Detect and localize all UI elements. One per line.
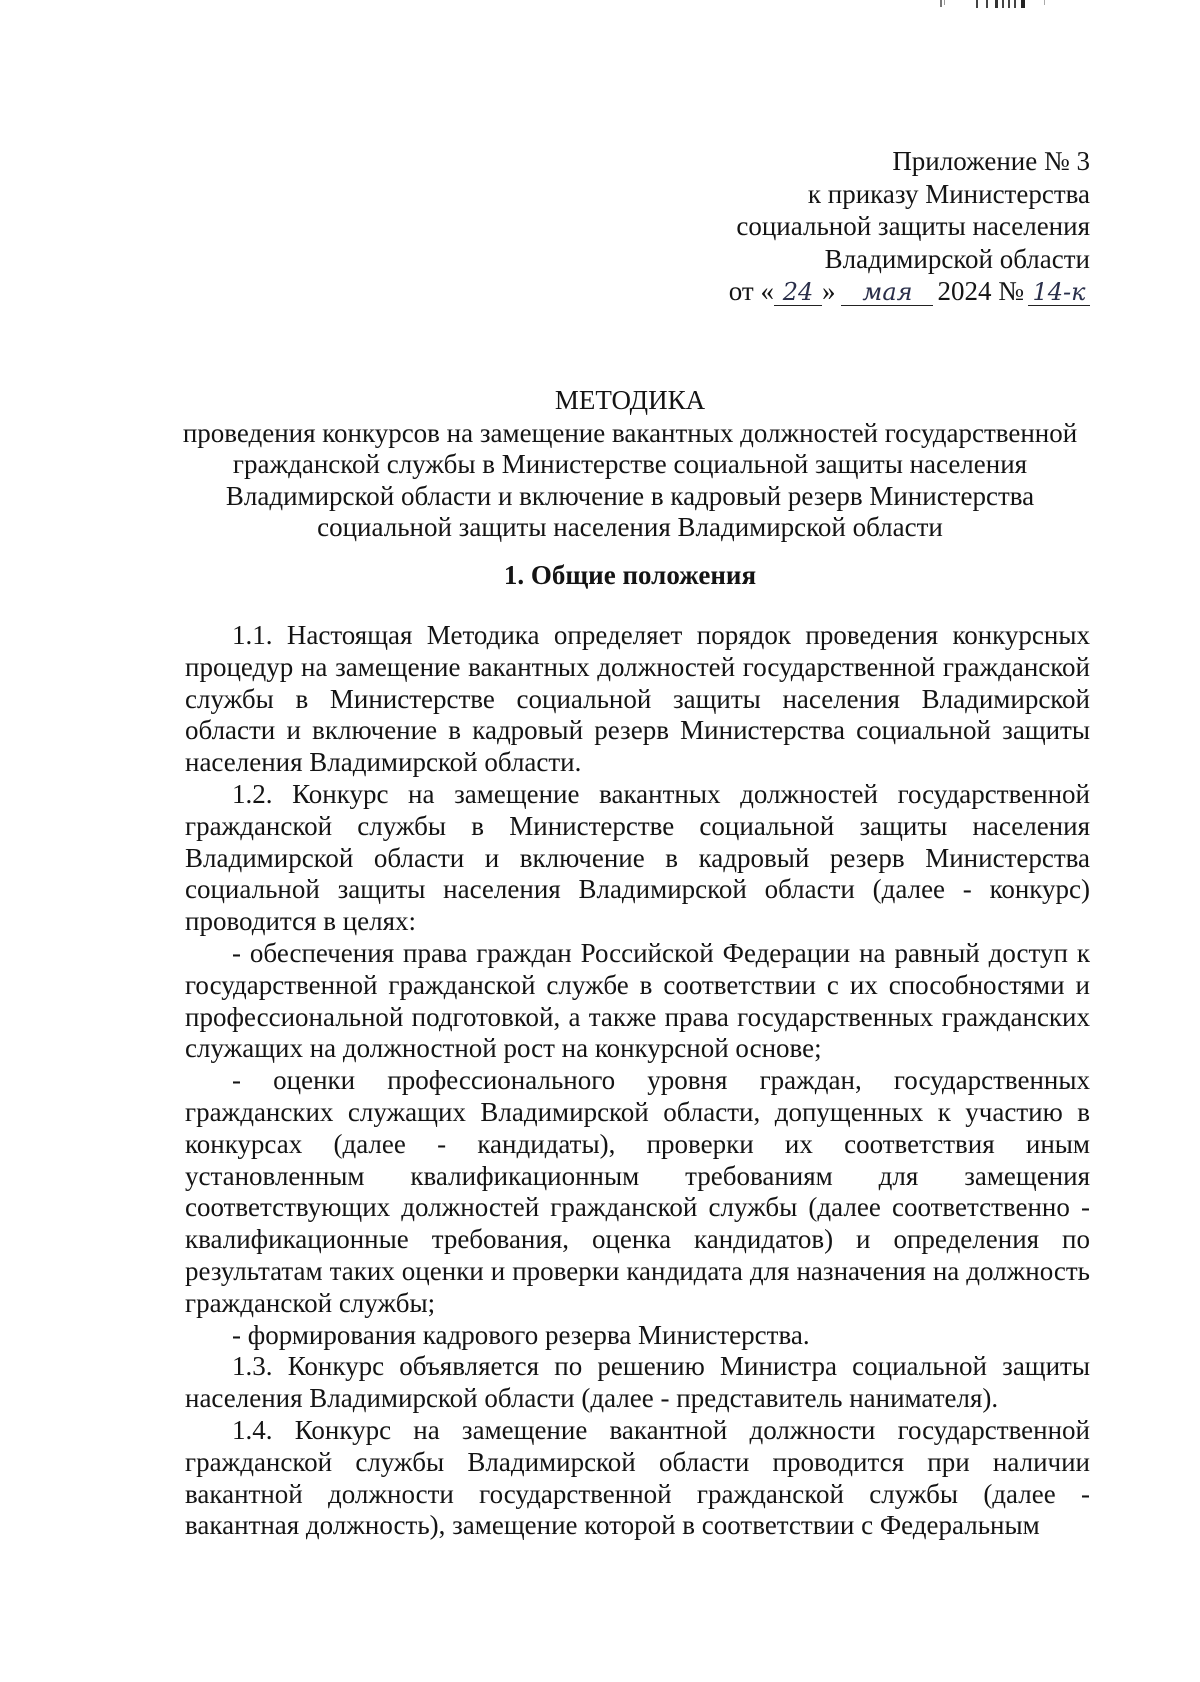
appendix-number: Приложение № 3 [892, 146, 1090, 176]
paragraph-1-1: 1.1. Настоящая Методика определяет порядок проведения конкурсных процедур на замещение вакантных должностей государственной гражданской службы в Министерстве социальной защиты населения Владимирской области и включение в кадровый резерв Министерства социальной защиты населения Владимирской области. [185, 620, 1090, 778]
paragraph-1-2: 1.2. Конкурс на замещение вакантных должностей государственной гражданской службы в Министерстве социальной защиты населения Владимирской области и включение в кадровый резерв Министерства социальной защиты населения Владимирской области (далее - конкурс) проводится в целях: [185, 778, 1090, 937]
date-prefix: от « [728, 276, 774, 306]
paragraph-goal-assessment: - оценки профессионального уровня граждан, государственных гражданских служащих Владимирской области, допущенных к участию в конкурсах (далее - кандидаты), проверки их соответствия иным установленным квалификационным требованиям для замещения соответствующих должностей гражданской службы (далее соответственно - квалификационные требования, оценка кандидатов) и определения по результатам таких оценки и проверки кандидата для назначения на должность гражданской службы; [185, 1065, 1090, 1318]
document-subtitle-line: социальной защиты населения Владимирской области [317, 512, 943, 542]
document-title-block [170, 385, 1090, 544]
document-subtitle-line: проведения конкурсов на замещение вакантных должностей государственной [182, 417, 1078, 448]
date-month-handwritten: мая [841, 279, 933, 306]
document-subtitle-line: Владимирской области и включение в кадровый резерв Министерства [225, 480, 1035, 511]
appendix-block [729, 145, 1090, 308]
scan-artifact-marks [940, 0, 1060, 8]
appendix-order-ref: к приказу Министерства [807, 178, 1090, 209]
paragraph-1-4: 1.4. Конкурс на замещение вакантной должности государственной гражданской службы Владимирской области проводится при наличии вакантной должности государственной гражданской службы (далее - вакантная должность), замещение которой в соответствии с Федеральным [185, 1414, 1090, 1541]
document-title: МЕТОДИКА [554, 385, 706, 415]
document-subtitle-line: гражданской службы в Министерстве социальной защиты населения [232, 449, 1028, 479]
paragraph-1-3: 1.3. Конкурс объявляется по решению Министра социальной защиты населения Владимирской области (далее - представитель нанимателя). [185, 1351, 1090, 1414]
appendix-region: Владимирской области [824, 243, 1090, 274]
order-number-handwritten: 14-к [1028, 279, 1090, 306]
date-day-handwritten: 24 [774, 279, 822, 306]
appendix-date-line [729, 275, 1090, 308]
document-body [185, 620, 1090, 1542]
paragraph-goal-equal-access: - обеспечения права граждан Российской Федерации на равный доступ к государственной гражданской службе в соответствии с их способностями и профессиональной подготовкой, а также права государственных гражданских служащих на должностной рост на конкурсной основе; [185, 937, 1090, 1064]
section-heading: 1. Общие положения [503, 560, 757, 590]
date-year-number-label: 2024 № [937, 276, 1024, 306]
paragraph-goal-reserve: - формирования кадрового резерва Министерства. [232, 1319, 810, 1350]
date-close-quote: » [821, 276, 836, 306]
appendix-ministry: социальной защиты населения [736, 211, 1090, 241]
